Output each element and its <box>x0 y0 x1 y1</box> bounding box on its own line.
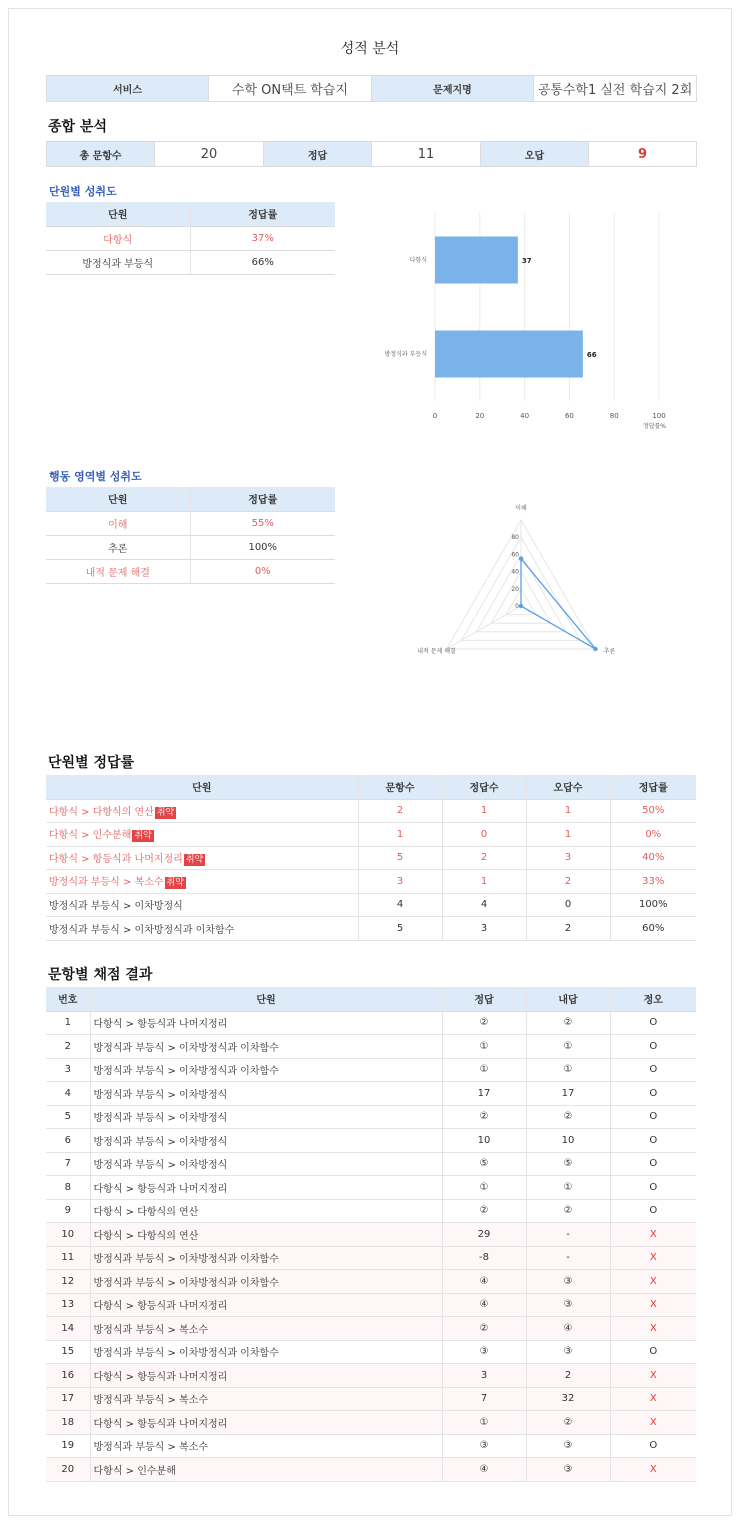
table-row <box>46 1434 696 1458</box>
workbook-label: 문제지명 <box>372 76 534 102</box>
rate-cell: 60% <box>610 917 696 941</box>
x-tick-label: 60 <box>564 412 574 420</box>
table-row <box>46 1270 696 1294</box>
x-tick-label: 80 <box>609 412 619 420</box>
info-table <box>46 75 697 102</box>
radar-data-point <box>593 647 597 651</box>
mark-cell: X <box>610 1223 696 1247</box>
answer-cell: ④ <box>442 1458 526 1482</box>
table-row <box>46 1458 696 1482</box>
rate-cell: 50% <box>610 799 696 823</box>
radar-tick-label: 20 <box>511 585 519 593</box>
question-number: 10 <box>46 1223 90 1247</box>
rate-cell: 40% <box>610 846 696 870</box>
wrong-cell: 1 <box>526 823 610 847</box>
col-unit: 단원 <box>46 202 190 226</box>
mark-cell: O <box>610 1035 696 1059</box>
unit-achievement-table <box>46 202 335 275</box>
answer-cell: ④ <box>442 1293 526 1317</box>
unit-name: 다항식 <box>46 226 190 250</box>
my-answer-cell: 17 <box>526 1082 610 1106</box>
unit-bar-chart <box>370 205 690 440</box>
unit-cell: 방정식과 부등식 > 이차방정식 <box>90 1105 442 1129</box>
unit-rate-table <box>46 775 696 941</box>
mark-cell: O <box>610 1340 696 1364</box>
column-header: 정오 <box>610 987 696 1011</box>
unit-cell: 방정식과 부등식 > 이차방정식과 이차함수 <box>90 1246 442 1270</box>
table-row <box>46 1246 696 1270</box>
behavior-radar-chart <box>400 505 620 662</box>
table-row <box>46 1223 696 1247</box>
my-answer-cell: - <box>526 1246 610 1270</box>
question-number: 19 <box>46 1434 90 1458</box>
my-answer-cell: ① <box>526 1176 610 1200</box>
mark-cell: X <box>610 1293 696 1317</box>
column-header: 내답 <box>526 987 610 1011</box>
unit-name: 방정식과 부등식 > 이차방정식과 이차함수 <box>49 924 235 936</box>
column-header: 문항수 <box>358 775 442 799</box>
my-answer-cell: ③ <box>526 1434 610 1458</box>
mark-cell: O <box>610 1082 696 1106</box>
correct-cell: 1 <box>442 870 526 894</box>
unit-cell: 방정식과 부등식 > 복소수 <box>90 1317 442 1341</box>
table-row <box>46 1129 696 1153</box>
question-number: 8 <box>46 1176 90 1200</box>
unit-cell <box>46 846 358 870</box>
table-row <box>46 846 696 870</box>
my-answer-cell: ③ <box>526 1293 610 1317</box>
column-header: 단원 <box>90 987 442 1011</box>
question-number: 6 <box>46 1129 90 1153</box>
radar-axis-line <box>447 606 521 649</box>
unit-cell: 다항식 > 항등식과 나머지정리 <box>90 1411 442 1435</box>
table-row <box>46 1176 696 1200</box>
table-row <box>46 1058 696 1082</box>
radar-data-point <box>519 557 523 561</box>
question-number: 7 <box>46 1152 90 1176</box>
count-cell: 5 <box>358 846 442 870</box>
unit-cell: 다항식 > 다항식의 연산 <box>90 1223 442 1247</box>
rate-cell: 33% <box>610 870 696 894</box>
unit-cell: 다항식 > 항등식과 나머지정리 <box>90 1176 442 1200</box>
table-row <box>46 799 696 823</box>
my-answer-cell: ② <box>526 1011 610 1035</box>
radar-tick-label: 80 <box>511 534 519 542</box>
radar-series-polygon <box>521 559 595 649</box>
count-cell: 1 <box>358 823 442 847</box>
results-table <box>46 987 696 1482</box>
achievement-row <box>46 226 335 250</box>
unit-rate-heading: 단원별 정답률 <box>48 755 135 771</box>
my-answer-cell: 32 <box>526 1387 610 1411</box>
summary-table <box>46 141 697 167</box>
my-answer-cell: ② <box>526 1105 610 1129</box>
rate-value: 55% <box>190 511 335 535</box>
unit-cell: 다항식 > 항등식과 나머지정리 <box>90 1293 442 1317</box>
answer-cell: ⑤ <box>442 1152 526 1176</box>
correct-cell: 4 <box>442 893 526 917</box>
page-title: 성적 분석 <box>340 41 400 57</box>
unit-cell: 방정식과 부등식 > 이차방정식과 이차함수 <box>90 1035 442 1059</box>
service-label: 서비스 <box>47 76 209 102</box>
answer-cell: ① <box>442 1176 526 1200</box>
unit-cell: 방정식과 부등식 > 이차방정식 <box>90 1129 442 1153</box>
unit-cell <box>46 917 358 941</box>
workbook-value: 공통수학1 실전 학습지 2회 <box>534 76 697 102</box>
unit-cell: 다항식 > 항등식과 나머지정리 <box>90 1011 442 1035</box>
rate-value: 66% <box>190 250 335 274</box>
count-cell: 5 <box>358 917 442 941</box>
answer-cell: ② <box>442 1011 526 1035</box>
results-heading: 문항별 채점 결과 <box>48 967 153 983</box>
my-answer-cell: ① <box>526 1058 610 1082</box>
weak-badge: 취약 <box>156 807 175 818</box>
mark-cell: O <box>610 1434 696 1458</box>
data-label: 66 <box>586 351 597 359</box>
unit-cell: 방정식과 부등식 > 복소수 <box>90 1387 442 1411</box>
rate-value: 37% <box>190 226 335 250</box>
answer-cell: 17 <box>442 1082 526 1106</box>
achievement-row <box>46 250 335 274</box>
my-answer-cell: ① <box>526 1035 610 1059</box>
column-header: 번호 <box>46 987 90 1011</box>
x-tick-label: 20 <box>475 412 485 420</box>
unit-cell: 다항식 > 인수분해 <box>90 1458 442 1482</box>
table-row <box>46 1082 696 1106</box>
table-row <box>46 1387 696 1411</box>
unit-name: 내적 문제 해결 <box>46 559 190 583</box>
unit-cell: 다항식 > 다항식의 연산 <box>90 1199 442 1223</box>
wrong-label: 오답 <box>481 142 589 167</box>
unit-name: 다항식 > 인수분해 <box>49 830 132 842</box>
radar-data-point <box>519 604 523 608</box>
my-answer-cell: 2 <box>526 1364 610 1388</box>
radar-axis-label: 내적 문제 해결 <box>417 648 456 655</box>
radar-tick-label: 60 <box>511 551 519 559</box>
unit-name: 방정식과 부등식 <box>46 250 190 274</box>
column-header: 오답수 <box>526 775 610 799</box>
table-row <box>46 1199 696 1223</box>
table-row <box>46 1105 696 1129</box>
unit-name: 다항식 > 항등식과 나머지정리 <box>49 853 183 865</box>
rate-value: 100% <box>190 535 335 559</box>
column-header: 정답 <box>442 987 526 1011</box>
table-row <box>46 870 696 894</box>
question-number: 1 <box>46 1011 90 1035</box>
total-value: 20 <box>155 142 264 167</box>
question-number: 3 <box>46 1058 90 1082</box>
mark-cell: O <box>610 1011 696 1035</box>
question-number: 4 <box>46 1082 90 1106</box>
mark-cell: X <box>610 1411 696 1435</box>
column-header: 정답수 <box>442 775 526 799</box>
rate-cell: 0% <box>610 823 696 847</box>
unit-cell: 방정식과 부등식 > 복소수 <box>90 1434 442 1458</box>
count-cell: 2 <box>358 799 442 823</box>
answer-cell: 3 <box>442 1364 526 1388</box>
answer-cell: ② <box>442 1105 526 1129</box>
unit-cell <box>46 870 358 894</box>
unit-name: 방정식과 부등식 > 이차방정식 <box>49 901 183 913</box>
answer-cell: ③ <box>442 1340 526 1364</box>
service-value: 수학 ON택트 학습지 <box>209 76 372 102</box>
radar-axis-label: 추론 <box>603 648 616 655</box>
mark-cell: O <box>610 1105 696 1129</box>
correct-value: 11 <box>372 142 481 167</box>
mark-cell: O <box>610 1152 696 1176</box>
table-row <box>46 1035 696 1059</box>
x-axis-label: 정답률% <box>642 423 666 430</box>
unit-cell <box>46 799 358 823</box>
my-answer-cell: ② <box>526 1411 610 1435</box>
x-tick-label: 0 <box>432 412 438 420</box>
wrong-cell: 0 <box>526 893 610 917</box>
achievement-row <box>46 511 335 535</box>
unit-cell: 방정식과 부등식 > 이차방정식 <box>90 1152 442 1176</box>
unit-cell <box>46 893 358 917</box>
answer-cell: ③ <box>442 1434 526 1458</box>
mark-cell: X <box>610 1270 696 1294</box>
unit-name: 추론 <box>46 535 190 559</box>
question-number: 17 <box>46 1387 90 1411</box>
wrong-cell: 3 <box>526 846 610 870</box>
correct-cell: 3 <box>442 917 526 941</box>
radar-tick-label: 40 <box>511 568 519 576</box>
unit-cell: 방정식과 부등식 > 이차방정식과 이차함수 <box>90 1270 442 1294</box>
wrong-cell: 2 <box>526 917 610 941</box>
rate-cell: 100% <box>610 893 696 917</box>
table-row <box>46 893 696 917</box>
achievement-row <box>46 559 335 583</box>
data-label: 37 <box>521 257 532 265</box>
question-number: 9 <box>46 1199 90 1223</box>
correct-cell: 2 <box>442 846 526 870</box>
mark-cell: X <box>610 1364 696 1388</box>
weak-badge: 취약 <box>166 878 184 889</box>
unit-name: 이해 <box>46 511 190 535</box>
question-number: 14 <box>46 1317 90 1341</box>
question-number: 16 <box>46 1364 90 1388</box>
count-cell: 3 <box>358 870 442 894</box>
bar <box>435 331 583 378</box>
question-number: 11 <box>46 1246 90 1270</box>
unit-cell: 방정식과 부등식 > 이차방정식과 이차함수 <box>90 1058 442 1082</box>
mark-cell: O <box>610 1058 696 1082</box>
answer-cell: ① <box>442 1058 526 1082</box>
wrong-cell: 1 <box>526 799 610 823</box>
wrong-value: 9 <box>589 142 697 167</box>
correct-label: 정답 <box>264 142 372 167</box>
unit-cell <box>46 823 358 847</box>
weak-badge: 취약 <box>134 831 152 842</box>
col-unit: 단원 <box>46 487 190 511</box>
mark-cell: O <box>610 1176 696 1200</box>
answer-cell: ① <box>442 1035 526 1059</box>
answer-cell: ① <box>442 1411 526 1435</box>
table-row <box>46 1317 696 1341</box>
column-header: 단원 <box>46 775 358 799</box>
radar-axis-label: 이해 <box>515 505 527 512</box>
question-number: 12 <box>46 1270 90 1294</box>
x-tick-label: 100 <box>652 412 666 420</box>
unit-name: 다항식 > 다항식의 연산 <box>49 806 154 818</box>
table-row <box>46 1011 696 1035</box>
my-answer-cell: ③ <box>526 1340 610 1364</box>
table-row <box>46 1152 696 1176</box>
my-answer-cell: - <box>526 1223 610 1247</box>
answer-cell: 10 <box>442 1129 526 1153</box>
question-number: 20 <box>46 1458 90 1482</box>
question-number: 2 <box>46 1035 90 1059</box>
radar-tick-label: 0 <box>515 603 519 610</box>
correct-cell: 0 <box>442 823 526 847</box>
table-row <box>46 1340 696 1364</box>
summary-heading: 종합 분석 <box>48 119 107 135</box>
wrong-cell: 2 <box>526 870 610 894</box>
correct-cell: 1 <box>442 799 526 823</box>
behavior-achievement-table <box>46 487 335 584</box>
x-tick-label: 40 <box>520 412 530 420</box>
behavior-achievement-heading: 행동 영역별 성취도 <box>49 470 142 483</box>
my-answer-cell: ③ <box>526 1458 610 1482</box>
my-answer-cell: ⑤ <box>526 1152 610 1176</box>
question-number: 5 <box>46 1105 90 1129</box>
mark-cell: X <box>610 1458 696 1482</box>
col-rate: 정답률 <box>190 487 335 511</box>
table-row <box>46 1293 696 1317</box>
question-number: 13 <box>46 1293 90 1317</box>
answer-cell: ② <box>442 1317 526 1341</box>
mark-cell: O <box>610 1199 696 1223</box>
rate-value: 0% <box>190 559 335 583</box>
category-label: 다항식 <box>409 257 427 264</box>
table-row <box>46 823 696 847</box>
answer-cell: ② <box>442 1199 526 1223</box>
total-label: 총 문항수 <box>47 142 155 167</box>
unit-cell: 방정식과 부등식 > 이차방정식 <box>90 1082 442 1106</box>
answer-cell: 7 <box>442 1387 526 1411</box>
col-rate: 정답률 <box>190 202 335 226</box>
my-answer-cell: 10 <box>526 1129 610 1153</box>
unit-achievement-heading: 단원별 성취도 <box>49 185 117 198</box>
my-answer-cell: ④ <box>526 1317 610 1341</box>
unit-cell: 방정식과 부등식 > 이차방정식과 이차함수 <box>90 1340 442 1364</box>
answer-cell: -8 <box>442 1246 526 1270</box>
mark-cell: X <box>610 1387 696 1411</box>
unit-name: 방정식과 부등식 > 복소수 <box>49 877 164 889</box>
table-row <box>46 1364 696 1388</box>
mark-cell: O <box>610 1129 696 1153</box>
unit-cell: 다항식 > 항등식과 나머지정리 <box>90 1364 442 1388</box>
question-number: 15 <box>46 1340 90 1364</box>
mark-cell: X <box>610 1246 696 1270</box>
achievement-row <box>46 535 335 559</box>
category-label: 방정식과 부등식 <box>384 351 427 358</box>
bar <box>435 237 518 284</box>
answer-cell: 29 <box>442 1223 526 1247</box>
question-number: 18 <box>46 1411 90 1435</box>
table-row <box>46 1411 696 1435</box>
weak-badge: 취약 <box>185 854 204 865</box>
table-row <box>46 917 696 941</box>
my-answer-cell: ② <box>526 1199 610 1223</box>
count-cell: 4 <box>358 893 442 917</box>
answer-cell: ④ <box>442 1270 526 1294</box>
my-answer-cell: ③ <box>526 1270 610 1294</box>
mark-cell: X <box>610 1317 696 1341</box>
column-header: 정답률 <box>610 775 696 799</box>
